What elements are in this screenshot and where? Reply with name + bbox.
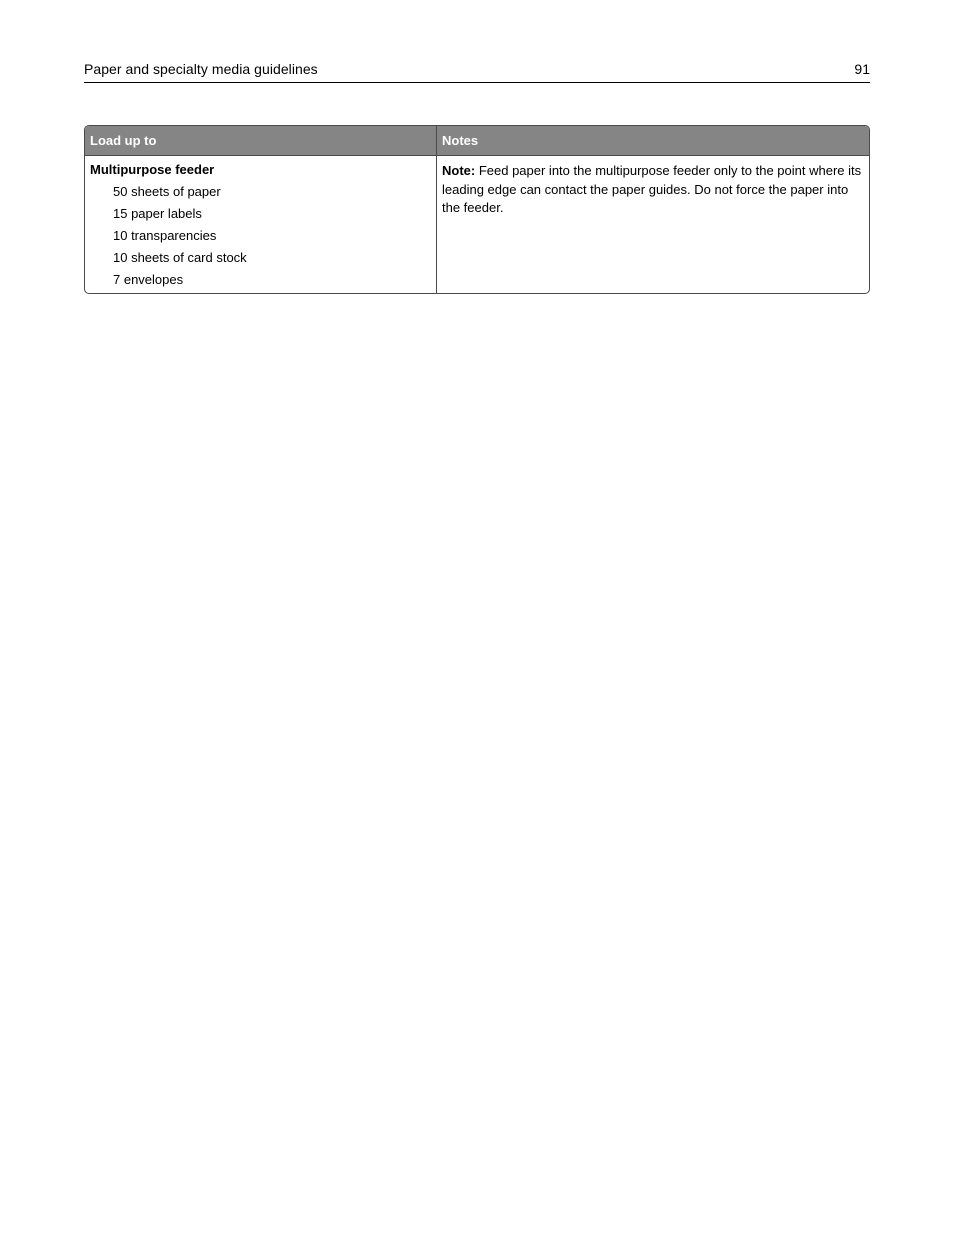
column-divider — [436, 126, 437, 293]
list-item: 7 envelopes — [113, 272, 184, 287]
list-item: 15 paper labels — [113, 206, 202, 221]
table-cell-notes — [442, 162, 864, 218]
list-item: 10 sheets of card stock — [113, 250, 247, 265]
page-header — [84, 60, 870, 83]
column-header-load-up-to: Load up to — [90, 133, 157, 148]
note-label: Note: — [442, 163, 476, 178]
table-header-row — [85, 126, 869, 156]
column-header-notes: Notes — [442, 133, 479, 148]
list-item: 10 transparencies — [113, 228, 217, 243]
load-capacity-table — [84, 125, 870, 294]
page-number: 91 — [854, 61, 870, 77]
feeder-name: Multipurpose feeder — [90, 162, 215, 177]
note-text: Feed paper into the multipurpose feeder only to the point where its leading edge can contact the paper guides. Do not force the paper into the feeder. — [442, 163, 862, 215]
table-cell-load-up-to — [90, 162, 430, 288]
list-item: 50 sheets of paper — [113, 184, 221, 199]
capacity-list — [90, 184, 430, 288]
page-header-title: Paper and specialty media guidelines — [84, 61, 318, 77]
